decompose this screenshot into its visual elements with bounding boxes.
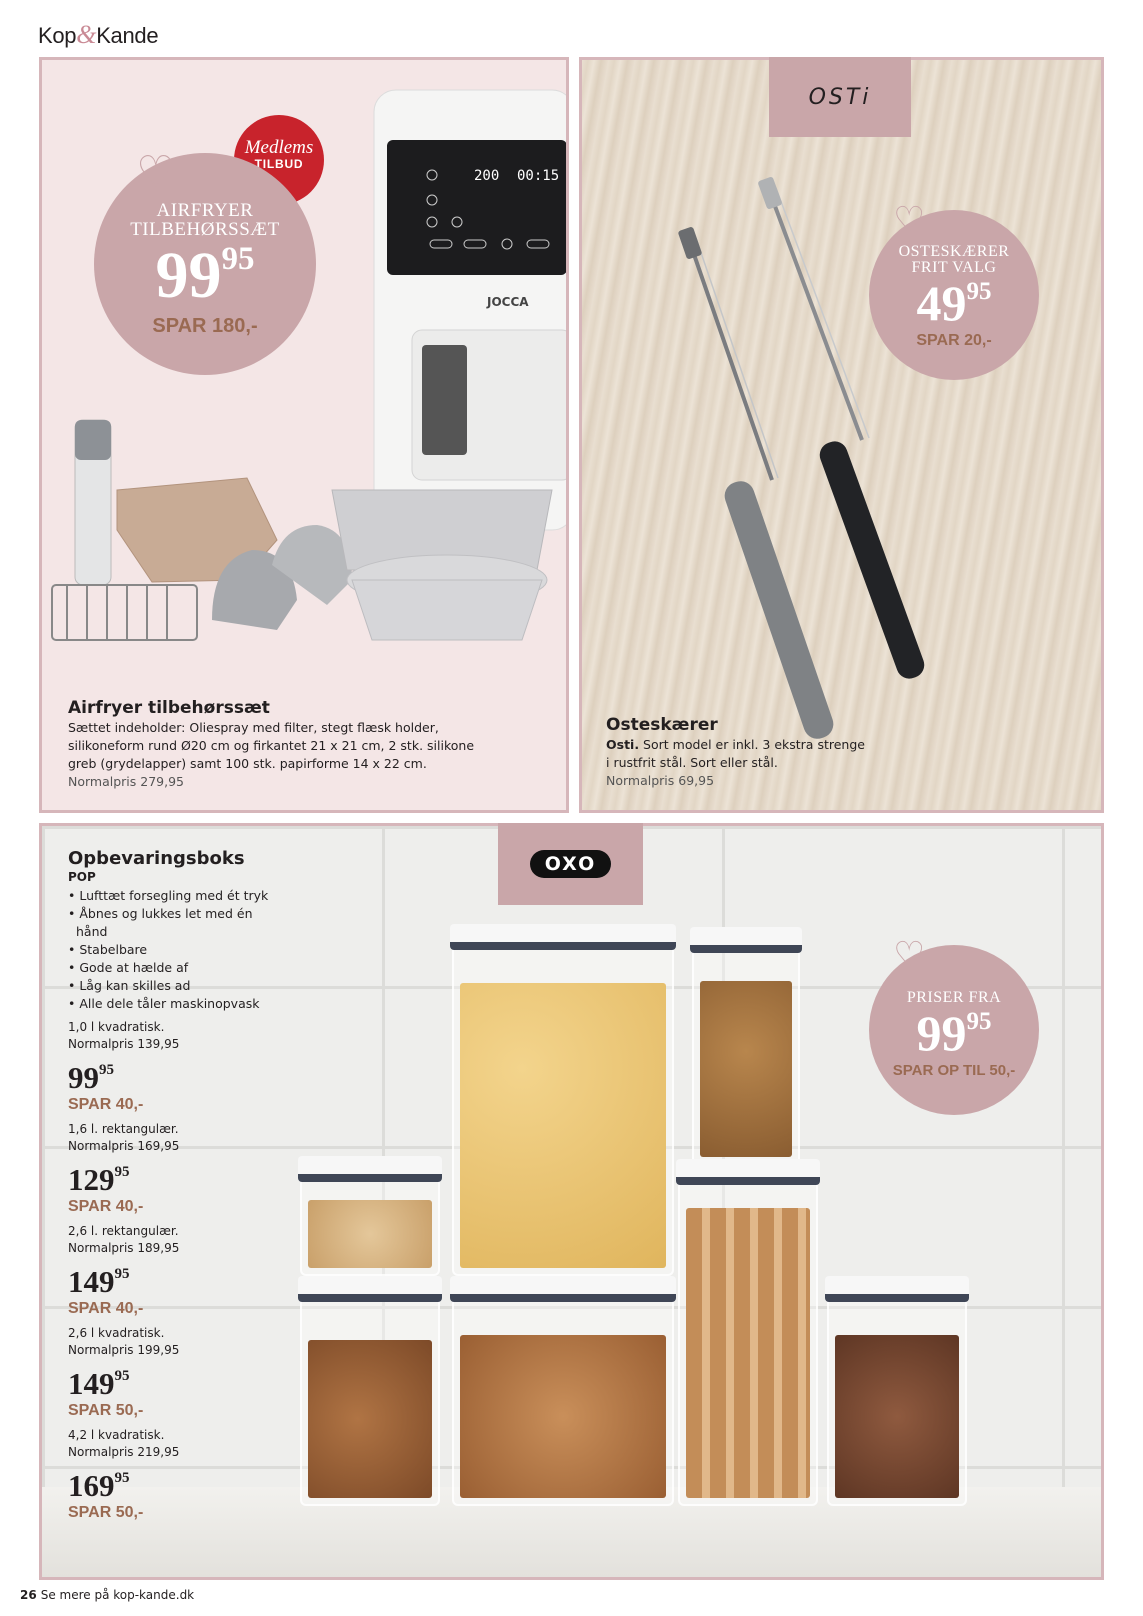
variant-normal-price: Normalpris 189,95 — [68, 1241, 180, 1255]
osti-brand: OSTi — [808, 84, 872, 110]
variant-desc: 4,2 l kvadratisk. — [68, 1428, 165, 1442]
oxo-save: SPAR OP TIL 50,- — [892, 1062, 1016, 1079]
brand-logo[interactable] — [38, 20, 158, 50]
variant-price-main: 99 — [68, 1060, 99, 1095]
airfryer-normal-price: Normalpris 279,95 — [68, 774, 184, 789]
variant-desc: 1,0 l kvadratisk. — [68, 1020, 165, 1034]
airfryer-circle-label-2: TILBEHØRSSÆT — [130, 219, 280, 240]
container-pine-nuts — [300, 1158, 440, 1276]
logo-ampersand: & — [76, 20, 97, 49]
page-number: 26 — [20, 1588, 37, 1602]
airfryer-save: SPAR 180,- — [152, 315, 258, 338]
feature-item: • Alle dele tåler maskinopvask — [68, 996, 260, 1011]
variant-save: SPAR 40,- — [68, 1198, 144, 1215]
osti-normal-price: Normalpris 69,95 — [606, 773, 715, 788]
oxo-price-cents: 95 — [966, 1007, 992, 1035]
variant-price-cents: 95 — [114, 1266, 130, 1282]
variant-price-main: 129 — [68, 1162, 115, 1197]
variant-price-cents: 95 — [114, 1368, 130, 1384]
osti-price-cents: 95 — [966, 277, 992, 305]
logo-text-left: Kop — [38, 23, 77, 48]
variant-normal-price: Normalpris 139,95 — [68, 1037, 180, 1051]
variant-price-cents: 95 — [114, 1470, 130, 1486]
oxo-brand: OXO — [530, 850, 612, 878]
osti-desc-text: Sort model er inkl. 3 ekstra strenge i rustfrit stål. Sort eller stål. — [606, 737, 865, 770]
osti-price — [869, 275, 1039, 331]
osti-circle-label-1: OSTESKÆRER — [898, 243, 1010, 260]
osti-save: SPAR 20,- — [916, 332, 992, 349]
airfryer-description-block — [68, 697, 488, 791]
container-amaretti — [452, 1278, 674, 1506]
airfryer-price — [94, 239, 316, 313]
heart-icon: ♡ — [893, 199, 926, 240]
cheese-slicer-image — [582, 60, 1101, 780]
container-mixed-nuts — [300, 1278, 440, 1506]
variant-price-main: 149 — [68, 1264, 115, 1299]
footer-link[interactable]: Se mere på kop-kande.dk — [40, 1588, 195, 1602]
osti-price-main: 49 — [916, 275, 967, 331]
osti-price-circle — [869, 199, 1039, 380]
variant-price — [68, 1257, 278, 1299]
container-crisps — [827, 1278, 967, 1506]
oxo-info-column — [68, 848, 278, 1523]
osti-circle-label-2: FRIT VALG — [911, 259, 997, 276]
variant-item — [68, 1121, 278, 1217]
page-footer — [20, 1588, 194, 1602]
oxo-price — [869, 1005, 1039, 1061]
oxo-brand-box — [498, 823, 643, 905]
airfryer-price-cents: 95 — [221, 241, 255, 277]
variant-desc: 2,6 l. rektangulær. — [68, 1224, 179, 1238]
variant-save: SPAR 50,- — [68, 1402, 144, 1419]
osti-title: Osteskærer — [606, 715, 718, 735]
display-time: 00:15 — [517, 168, 560, 184]
variant-item — [68, 1223, 278, 1319]
airfryer-price-circle — [94, 148, 316, 375]
heart-icon: ♡ — [136, 148, 176, 197]
oxo-subtitle: POP — [68, 870, 96, 884]
variant-desc: 2,6 l kvadratisk. — [68, 1326, 165, 1340]
feature-item: • Lufttæt forsegling med ét tryk — [68, 888, 269, 903]
member-badge-script: Medlems — [244, 137, 314, 158]
variant-save: SPAR 40,- — [68, 1300, 144, 1317]
variant-price — [68, 1053, 278, 1095]
oxo-price-main: 99 — [916, 1005, 967, 1061]
osti-description — [606, 736, 866, 772]
oxo-circle-label: PRISER FRA — [906, 989, 1002, 1006]
container-breadsticks — [678, 1161, 818, 1506]
feature-item: • Låg kan skilles ad — [68, 978, 191, 993]
variant-normal-price: Normalpris 199,95 — [68, 1343, 180, 1357]
variant-price-cents: 95 — [99, 1062, 114, 1078]
variant-price-main: 149 — [68, 1366, 115, 1401]
variant-save: SPAR 40,- — [68, 1096, 144, 1113]
variant-save: SPAR 50,- — [68, 1504, 144, 1521]
logo-text-right: Kande — [96, 23, 159, 48]
oxo-features-list — [68, 887, 278, 1013]
variant-price-cents: 95 — [114, 1164, 130, 1180]
container-tall-pasta — [452, 926, 674, 1276]
variant-item — [68, 1427, 278, 1523]
heart-icon: ♡ — [893, 934, 926, 975]
container-granola — [692, 929, 800, 1165]
variant-price — [68, 1359, 278, 1401]
variant-desc: 1,6 l. rektangulær. — [68, 1122, 179, 1136]
oxo-title: Opbevaringsboks — [68, 848, 245, 869]
variant-item — [68, 1019, 278, 1115]
variant-normal-price: Normalpris 169,95 — [68, 1139, 180, 1153]
display-temp: 200 — [474, 168, 500, 184]
feature-item: • Åbnes og lukkes let med én hånd — [68, 906, 253, 939]
airfryer-title: Airfryer tilbehørssæt — [68, 698, 270, 718]
variant-price-main: 169 — [68, 1468, 115, 1503]
member-badge-tilbud: TILBUD — [254, 157, 304, 171]
osti-description-block — [606, 714, 866, 790]
airfryer-description: Sættet indeholder: Oliespray med filter, stegt flæsk holder, silikoneform rund Ø20 cm og firkantet 21 x 21 cm, 2 stk. silikone greb (grydelapper) samt 100 stk. papirforme 14 x 22 cm. — [68, 720, 475, 771]
osti-desc-brand: Osti. — [606, 737, 640, 752]
variant-normal-price: Normalpris 219,95 — [68, 1445, 180, 1459]
device-brand: JOCCA — [487, 295, 529, 309]
airfryer-price-main: 99 — [155, 239, 222, 313]
osti-brand-box — [769, 57, 911, 137]
variant-price — [68, 1155, 278, 1197]
airfryer-circle-label-1: AIRFRYER — [156, 200, 254, 221]
oxo-price-circle — [869, 934, 1039, 1115]
feature-item: • Gode at hælde af — [68, 960, 189, 975]
variant-item — [68, 1325, 278, 1421]
osti-panel[interactable] — [579, 57, 1104, 813]
variant-price — [68, 1461, 278, 1503]
feature-item: • Stabelbare — [68, 942, 148, 957]
